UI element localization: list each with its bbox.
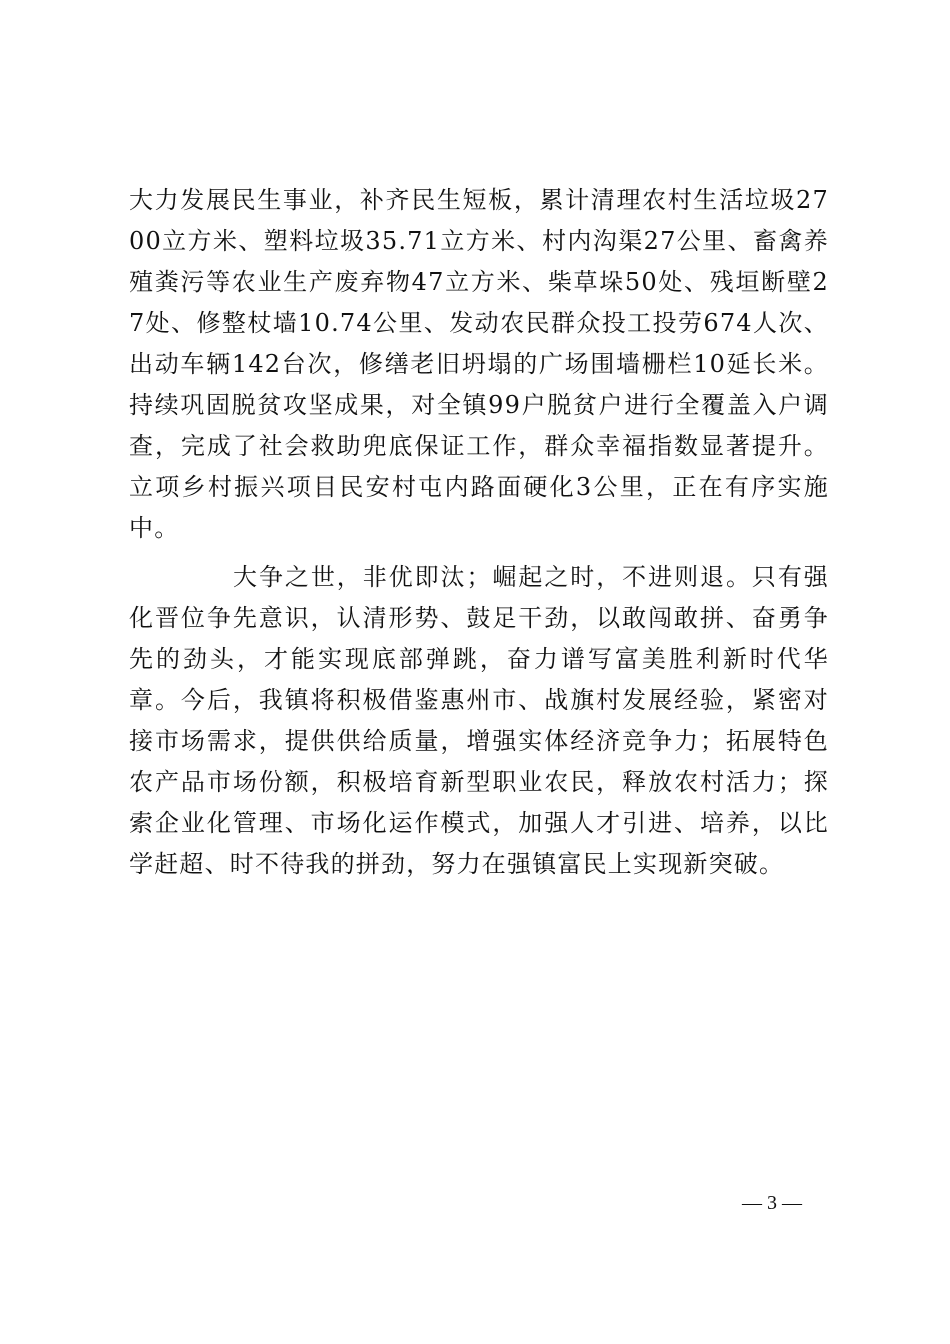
page-number: — 3 —	[742, 1192, 802, 1214]
paragraph-conclusion: 大争之世，非优即汰；崛起之时，不进则退。只有强化晋位争先意识，认清形势、鼓足干劲，以敢闯敢拼、奋勇争先的劲头，才能实现底部弹跳，奋力谱写富美胜利新时代华章。今后，我镇将积极借鉴惠州市、战旗村发展经验，紧密对接市场需求，提供供给质量，增强实体经济竞争力；拓展特色农产品市场份额，积极培育新型职业农民，释放农村活力；探索企业化管理、市场化运作模式，加强人才引进、培养，以比学赶超、时不待我的拼劲，努力在强镇富民上实现新突破。	[129, 563, 829, 878]
paragraph-continued: 大力发展民生事业，补齐民生短板，累计清理农村生活垃圾2700立方米、塑料垃圾35.71立方米、村内沟渠27公里、畜禽养殖粪污等农业生产废弃物47立方米、柴草垛50处、残垣断壁27处、修整杖墙10.74公里、发动农民群众投工投劳674人次、出动车辆142台次，修缮老旧坍塌的广场围墙栅栏10延长米。持续巩固脱贫攻坚成果，对全镇99户脱贫户进行全覆盖入户调查，完成了社会救助兜底保证工作，群众幸福指数显著提升。立项乡村振兴项目民安村屯内路面硬化3公里，正在有序实施中。	[129, 186, 829, 542]
document-body	[129, 180, 829, 885]
